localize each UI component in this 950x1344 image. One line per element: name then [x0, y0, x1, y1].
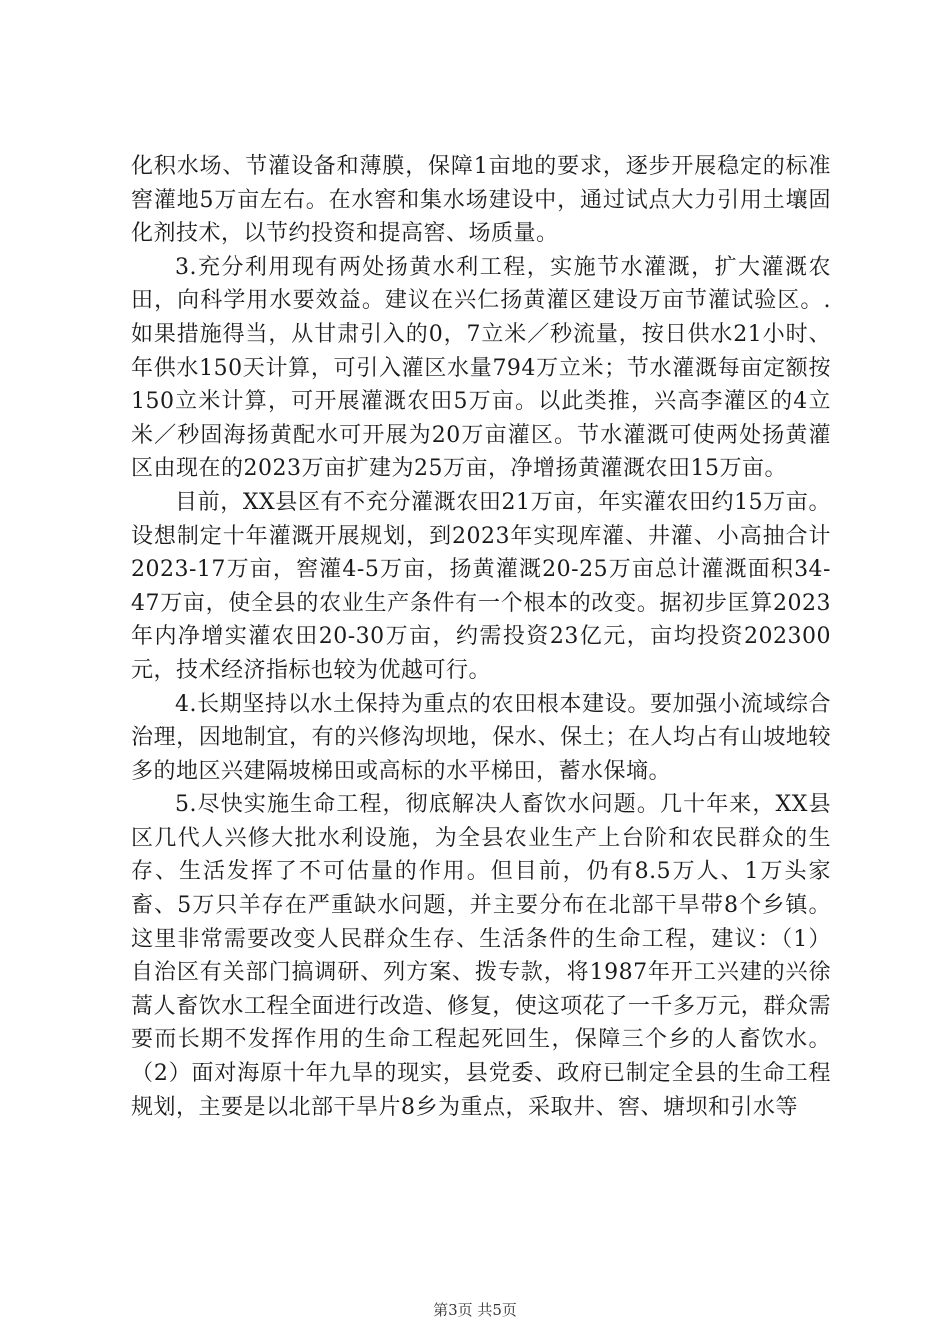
page-footer: [0, 1299, 950, 1320]
paragraph-item-3: 3.充分利用现有两处扬黄水利工程，实施节水灌溉，扩大灌溉农田，向科学用水要效益。建议在兴仁扬黄灌区建设万亩节灌试验区。.如果措施得当，从甘肃引入的0，7立米／秒流量，按日供水21小时、年供水150天计算，可引入灌区水量794万立米；节水灌溉每亩定额按150立米计算，可开展灌溉农田5万亩。以此类推，兴高李灌区的4立米／秒固海扬黄配水可开展为20万亩灌区。节水灌溉可使两处扬黄灌区由现在的2023万亩扩建为25万亩，净增扬黄灌溉农田15万亩。: [131, 254, 831, 482]
paragraph-current-status: 目前，XX县区有不充分灌溉农田21万亩，年实灌农田约15万亩。设想制定十年灌溉开展规划，到2023年实现库灌、井灌、小高抽合计2023-17万亩，窖灌4-5万亩，扬黄灌溉20-25万亩总计灌溉面积34-47万亩，使全县的农业生产条件有一个根本的改变。据初步匡算2023年内净增实灌农田20-30万亩，约需投资23亿元，亩均投资202300元，技术经济指标也较为优越可行。: [131, 489, 831, 683]
document-body: [131, 150, 831, 1124]
page-number-label: 第3页 共5页: [433, 1301, 517, 1319]
paragraph-item-5: 5.尽快实施生命工程，彻底解决人畜饮水问题。几十年来，XX县区几代人兴修大批水利设施，为全县农业生产上台阶和农民群众的生存、生活发挥了不可估量的作用。但目前，仍有8.5万人、1万头家畜、5万只羊存在严重缺水问题，并主要分布在北部干旱带8个乡镇。这里非常需要改变人民群众生存、生活条件的生命工程，建议：（1）自治区有关部门搞调研、列方案、拨专款，将1987年开工兴建的兴徐蒿人畜饮水工程全面进行改造、修复，使这项花了一千多万元，群众需要而长期不发挥作用的生命工程起死回生，保障三个乡的人畜饮水。（2）面对海原十年九旱的现实，县党委、政府已制定全县的生命工程规划，主要是以北部干旱片8乡为重点，采取井、窖、塘坝和引水等: [131, 792, 831, 1120]
paragraph-item-4: 4.长期坚持以水土保持为重点的农田根本建设。要加强小流域综合治理，因地制宜，有的兴修沟坝地，保水、保土；在人均占有山坡地较多的地区兴建隔坡梯田或高标的水平梯田，蓄水保墒。: [131, 691, 831, 784]
paragraph-continuation: 化积水场、节灌设备和薄膜，保障1亩地的要求，逐步开展稳定的标准窖灌地5万亩左右。在水窖和集水场建设中，通过试点大力引用土壤固化剂技术，以节约投资和提高窖、场质量。: [131, 154, 831, 247]
